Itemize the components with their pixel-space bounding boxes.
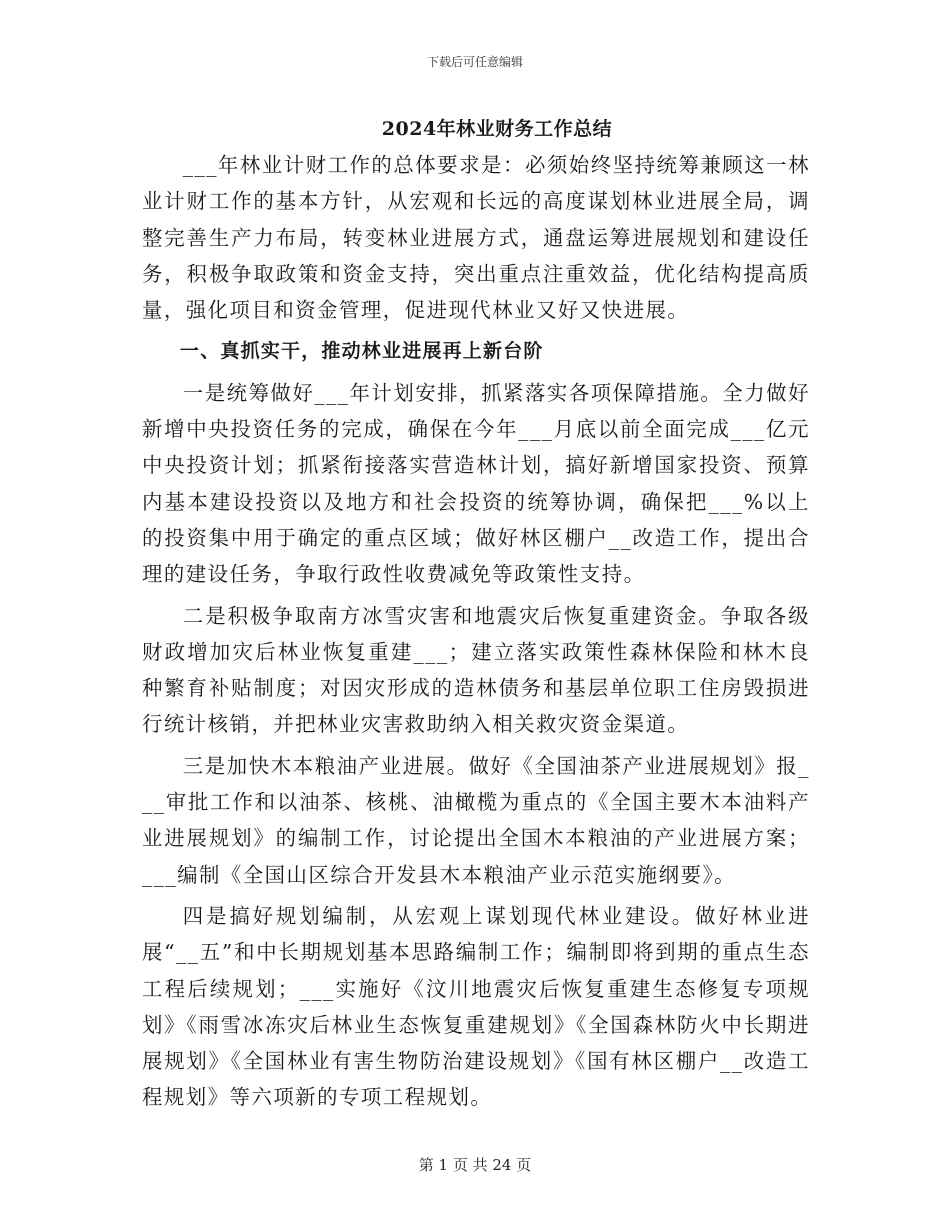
document-body — [142, 147, 810, 1121]
paragraph-item-4: 四是搞好规划编制，从宏观上谋划现代林业建设。做好林业进展“__五”和中长期规划基本思路编制工作；编制即将到期的重点生态工程后续规划；___实施好《汶川地震灾后恢复重建生态修复专项规划》《雨雪冰冻灾后林业生态恢复重建规划》《全国森林防火中长期进展规划》《全国林业有害生物防治建设规划》《国有林区棚户__改造工程规划》等六项新的专项工程规划。 — [142, 903, 810, 1110]
page-footer: 第 1 页 共 24 页 — [418, 1156, 532, 1174]
header-note: 下载后可任意编辑 — [426, 55, 523, 69]
paragraph-item-3: 三是加快木本粮油产业进展。做好《全国油茶产业进展规划》报___审批工作和以油茶、核桃、油橄榄为重点的《全国主要木本油料产业进展规划》的编制工作，讨论提出全国木本粮油的产业进展方案；___编制《全国山区综合开发县木本粮油产业示范实施纲要》。 — [142, 753, 810, 887]
paragraph-item-2: 二是积极争取南方冰雪灾害和地震灾后恢复重建资金。争取各级财政增加灾后林业恢复重建___；建立落实政策性森林保险和林木良种繁育补贴制度；对因灾形成的造林债务和基层单位职工住房毁损进行统计核销，并把林业灾害救助纳入相关救灾资金渠道。 — [142, 603, 810, 737]
paragraph-item-1: 一是统筹做好___年计划安排，抓紧落实各项保障措施。全力做好新增中央投资任务的完成，确保在今年___月底以前全面完成___亿元中央投资计划；抓紧衔接落实营造林计划，搞好新增国家投资、预算内基本建设投资以及地方和社会投资的统筹协调，确保把___%以上的投资集中用于确定的重点区域；做好林区棚户__改造工作，提出合理的建设任务，争取行政性收费减免等政策性支持。 — [142, 380, 810, 587]
document-title: 2024年林业财务工作总结 — [381, 118, 613, 140]
section-heading-1: 一、真抓实干，推动林业进展再上新台阶 — [180, 340, 544, 363]
paragraph-intro: ___年林业计财工作的总体要求是：必须始终坚持统筹兼顾这一林业计财工作的基本方针，从宏观和长远的高度谋划林业进展全局，调整完善生产力布局，转变林业进展方式，通盘运筹进展规划和建设任务，积极争取政策和资金支持，突出重点注重效益，优化结构提高质量，强化项目和资金管理，促进现代林业又好又快进展。 — [142, 153, 810, 323]
